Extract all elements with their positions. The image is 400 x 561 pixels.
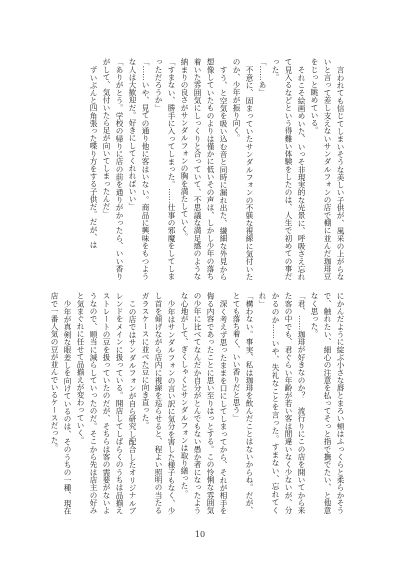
paragraph: ずいぶんと四角張った喋り方をする子供だ。だが、は — [89, 65, 98, 248]
text-block-bottom — [50, 292, 347, 514]
dialogue-line: 「構わない。事実、私は珈琲を飲んだことはないからね。だが、とても落ち着く、いい香りだと思う」 — [232, 292, 254, 514]
page-number: 10 — [194, 530, 206, 539]
paragraph: すう、と空気を吸い込む音と同時に漏れ出た、繊細な外見から想像していたものよりは僅かに低いその声は、しかし少年の落ち着いた雰囲気にしっくりと合っていて、不思議な満足感のような納まりの良さがサンダルフォンの胸を満たしていく。 — [180, 58, 228, 280]
paragraph: 少年はサンダルフォンの言い訳に気分を害した様子もなく、少し首を傾げながら店内に視線を巡らせると、程よい照明の当たるガラスケースに並べた豆に向き直った。 — [141, 292, 176, 514]
text-block-top — [58, 58, 347, 280]
paragraph: 言われても信じてしまいそうな美しい子供が、風采の上がらないと言って差し支えないサンダルフォンの店で棚に並んだ珈琲豆をじっと眺めている。 — [310, 58, 345, 280]
dialogue-line: 「ありがとう。学校の帰りに店の前を通りがかったら、いい香りがして、気付いたら足が向いてしまったんだ」 — [102, 58, 124, 280]
paragraph: にかんだように綻ぶ小さな唇とまろい頬はふっくらと柔らかそうで、触れたい、細心の注意を払ってそっと指で撫でたい、と他意なく思った。 — [310, 292, 345, 514]
paragraph: 少年が真剣な眼差しを向けているのは、そのうちの一種、現在店で一番人気の豆が並んでいるケースだった。 — [50, 292, 72, 514]
paragraph: この店ではサンダルフォンが自ら研究し配合したオリジナルブレンドをメインに扱っている。開店してしばらくのうちは品揃えストレートの豆を扱っていたのだが、そちらは客の需要がないようなので、順当に減らしていったのだ。そこから先は店主の好みと気まぐれに任せて品揃えが変わっていく。 — [76, 292, 137, 514]
paragraph: 不意に、固まっていたサンダルフォンの不躾な視線に気付いたのか、少年が振り向く。 — [232, 58, 254, 280]
paragraph: それこそ絵画めいた、いっそ非現実的な光景に、呼吸さえ忘れて見入るなどという得難い体験をしたのは、人生で初めての事だった。 — [271, 58, 306, 280]
dialogue-line: 「君、……珈琲が好きなのか？ 流行りにこの店を開いてから来た客の中でも、君ぐらい年齢が若い客は間違いなく少ないが、分かるのか……いや、失礼なことを言った。すまない、忘れてくれ」 — [258, 292, 306, 514]
dialogue-line: 「すまない、勝手に入ってしまった。……仕事の邪魔をしてしまっただろうか」 — [154, 58, 176, 280]
dialogue-line: 「……あ」 — [258, 58, 267, 96]
paragraph: 深く考えず思ったままを口にしてしまってから、それが相手を侮る内容であったことに思い至りはっとする。この怜悧な雰囲気の少年に比べてなんだか自分がとんでもない愚か者になったような心地がして、ぎくしゃくとサンダルフォンは取り繕った。 — [180, 292, 228, 514]
dialogue-line: 「……いや、見ての通り他に客はいない。商品に興味をもつような人は大歓迎だ。好きにしてくれればいい」 — [128, 58, 150, 280]
